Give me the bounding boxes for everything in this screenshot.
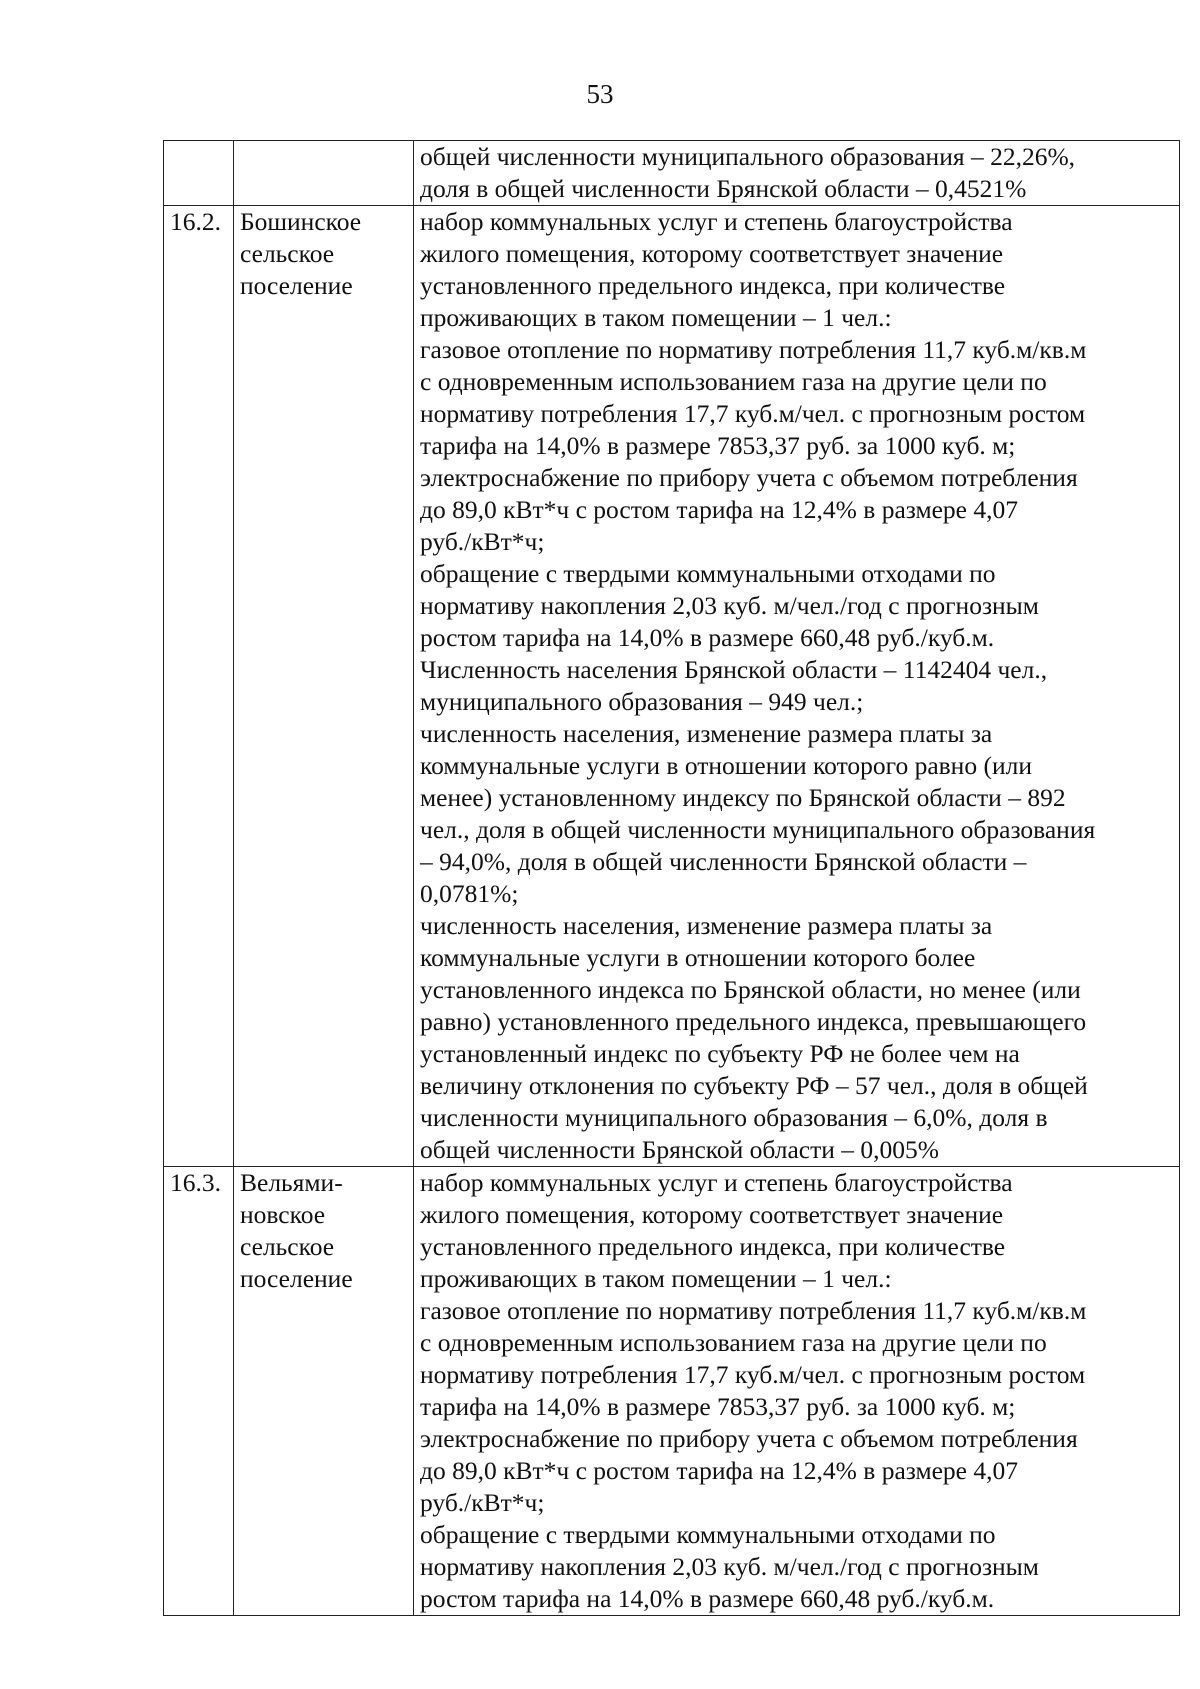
- description-line: нормативу потребления 17,7 куб.м/чел. с прогнозным ростом: [420, 399, 1086, 428]
- description-line: электроснабжение по прибору учета с объемом потребления: [420, 463, 1078, 492]
- description-line: численность населения, изменение размера платы за: [420, 719, 993, 748]
- description-line: тарифа на 14,0% в размере 7853,37 руб. за 1000 куб. м;: [420, 1392, 1016, 1421]
- description-line: величину отклонения по субъекту РФ – 57 чел., доля в общей: [420, 1071, 1088, 1100]
- description-line: газовое отопление по нормативу потребления 11,7 куб.м/кв.м: [420, 1296, 1087, 1325]
- settlement-name-line: сельское: [240, 239, 335, 268]
- row-number: 16.3.: [170, 1168, 221, 1197]
- table-row: [164, 1167, 1180, 1616]
- settlement-name-line: сельское: [240, 1232, 335, 1261]
- description-line: жилого помещения, которому соответствует значение: [420, 1200, 1004, 1229]
- row-number-cell: [164, 1167, 234, 1616]
- table-row: [164, 206, 1180, 1167]
- settlement-name-line: поселение: [240, 1264, 353, 1293]
- settlement-name-line: Бошинское: [240, 207, 362, 236]
- description-line: 0,0781%;: [420, 879, 519, 908]
- description-line: ростом тарифа на 14,0% в размере 660,48 руб./куб.м.: [420, 623, 995, 652]
- description-cell: [414, 206, 1180, 1167]
- settlement-name-cell: [234, 206, 414, 1167]
- description-line: равно) установленного предельного индекса, превышающего: [420, 1007, 1087, 1036]
- description-line: нормативу накопления 2,03 куб. м/чел./год с прогнозным: [420, 1552, 1039, 1581]
- description-line: проживающих в таком помещении – 1 чел.:: [420, 303, 892, 332]
- row-number-cell: [164, 206, 234, 1167]
- settlements-table: [163, 140, 1180, 1616]
- description-line: с одновременным использованием газа на другие цели по: [420, 1328, 1047, 1357]
- description-line: до 89,0 кВт*ч с ростом тарифа на 12,4% в размере 4,07: [420, 495, 1019, 524]
- table-row: [164, 141, 1180, 206]
- description-line: – 94,0%, доля в общей численности Брянской области –: [420, 847, 1027, 876]
- description-line: газовое отопление по нормативу потребления 11,7 куб.м/кв.м: [420, 335, 1087, 364]
- description-line: установленного индекса по Брянской области, но менее (или: [420, 975, 1081, 1004]
- description-line: коммунальные услуги в отношении которого более: [420, 943, 976, 972]
- description-line: с одновременным использованием газа на другие цели по: [420, 367, 1047, 396]
- description-line: численности муниципального образования – 6,0%, доля в: [420, 1103, 1048, 1132]
- description-line: установленного предельного индекса, при количестве: [420, 1232, 1006, 1261]
- description-line: нормативу потребления 17,7 куб.м/чел. с прогнозным ростом: [420, 1360, 1086, 1389]
- description-line: численность населения, изменение размера платы за: [420, 911, 993, 940]
- table-body: [164, 141, 1180, 1616]
- description-line: чел., доля в общей численности муниципального образования: [420, 815, 1096, 844]
- description-line: общей численности муниципального образования – 22,26%,: [420, 142, 1076, 171]
- description-line: обращение с твердыми коммунальными отходами по: [420, 1520, 996, 1549]
- description-line: жилого помещения, которому соответствует значение: [420, 239, 1004, 268]
- description-line: руб./кВт*ч;: [420, 1488, 545, 1517]
- description-line: набор коммунальных услуг и степень благоустройства: [420, 1168, 1013, 1197]
- description-line: обращение с твердыми коммунальными отходами по: [420, 559, 996, 588]
- description-line: коммунальные услуги в отношении которого равно (или: [420, 751, 1032, 780]
- description-line: тарифа на 14,0% в размере 7853,37 руб. за 1000 куб. м;: [420, 431, 1016, 460]
- settlement-name-line: Вельями-: [240, 1168, 343, 1197]
- description-line: ростом тарифа на 14,0% в размере 660,48 руб./куб.м.: [420, 1584, 995, 1613]
- description-line: набор коммунальных услуг и степень благоустройства: [420, 207, 1013, 236]
- description-line: установленный индекс по субъекту РФ не более чем на: [420, 1039, 1020, 1068]
- description-line: менее) установленному индексу по Брянской области – 892: [420, 783, 1066, 812]
- description-line: муниципального образования – 949 чел.;: [420, 687, 864, 716]
- description-line: общей численности Брянской области – 0,005%: [420, 1135, 940, 1164]
- row-number: 16.2.: [170, 207, 221, 236]
- description-line: до 89,0 кВт*ч с ростом тарифа на 12,4% в размере 4,07: [420, 1456, 1019, 1485]
- settlement-name-line: новское: [240, 1200, 326, 1229]
- description-cell: [414, 141, 1180, 206]
- description-line: руб./кВт*ч;: [420, 527, 545, 556]
- page-number: 53: [586, 79, 614, 109]
- description-line: электроснабжение по прибору учета с объемом потребления: [420, 1424, 1078, 1453]
- settlement-name-cell: [234, 141, 414, 206]
- row-number-cell: [164, 141, 234, 206]
- description-line: установленного предельного индекса, при количестве: [420, 271, 1006, 300]
- settlement-name-line: поселение: [240, 271, 353, 300]
- settlement-name-cell: [234, 1167, 414, 1616]
- description-line: проживающих в таком помещении – 1 чел.:: [420, 1264, 892, 1293]
- description-cell: [414, 1167, 1180, 1616]
- description-line: нормативу накопления 2,03 куб. м/чел./год с прогнозным: [420, 591, 1039, 620]
- description-line: доля в общей численности Брянской области – 0,4521%: [420, 174, 1027, 203]
- description-line: Численность населения Брянской области – 1142404 чел.,: [420, 655, 1048, 684]
